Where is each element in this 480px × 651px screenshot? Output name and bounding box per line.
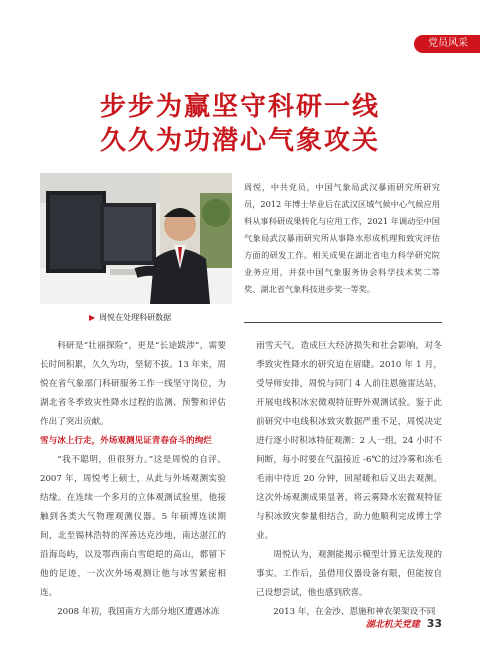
section-tag: 党员风采 bbox=[414, 35, 480, 53]
paragraph: 周悦认为，观测能揭示模型计算无法发现的事实。工作后，虽借用仪器设备有限，但能按自己设想尝试，他也感到欣喜。 bbox=[256, 550, 442, 598]
magazine-brand: 湖北机关党建 bbox=[365, 620, 420, 630]
author-intro: 周悦，中共党员，中国气象局武汉暴雨研究所研究员，2012 年博士毕业后在武汉区域气候中心气候应用科从事科研成果转化与应用工作，2021 年调动至中国气象局武汉暴雨研究所从事降水形成机理和致灾评估方面的研发工作。相关成果在湖北省电力科学研究院业务应用，并获中国气象服务协会科学技术奖二等奖、湖北省气象科技进步奖一等奖。 bbox=[244, 182, 440, 294]
body-column-left bbox=[40, 337, 226, 622]
paragraph: 2013 年，在金沙、恩施和神农架架设不同 bbox=[273, 607, 436, 617]
article-title-line1: 步步为赢坚守科研一线 bbox=[99, 92, 380, 122]
page-footer bbox=[366, 617, 442, 630]
triangle-marker-icon: ▶ bbox=[89, 313, 96, 322]
paragraph: 2008 年初，我国南方大部分地区遭遇冰冻 bbox=[57, 607, 220, 617]
section-subheading: 雪与冰上行走，外场观测见证青春奋斗的绚烂 bbox=[40, 436, 212, 446]
paragraph: “我不聪明，但很努力。”这是周悦的自评。2007 年，周悦考上硕士，从此与外场观测实验结缘。在连续一个多月的立体观测试验里，他接触到各类大气物理观测仪器。5 年硕博连读期间，北至锡林浩特的浑善达克沙地，南达湛江的沿海岛屿，以及鄂西南白雪皑皑的高山，都留下他的足迹，一次次外场观测让他与冰雪紧密相连。 bbox=[40, 455, 226, 598]
paragraph: 雨雪天气，造成巨大经济损失和社会影响，对冬季致灾性降水的研究迫在眉睫。2010 年 1 月，受导师安排，周悦与同门 4 人前往恩施雷达站，开展电线积冰宏微观特征野外观测试验。鉴于此前研究中电线积冰致灾数据严重不足，周悦决定进行逐小时积冰特征观测：2 人一组，24 小时不间断，每小时要在气温接近 -6℃的过冷雾和冻毛毛雨中待近 20 分钟，回屋暖和后又出去观测。这次外场观测成果显著，将云雾降水宏微观特征与积冰致灾参量相结合，助力他顺利完成博士学业。 bbox=[256, 341, 442, 541]
paragraph: 科研是“壮丽探险”，更是“长途跋涉”，需要长时间积累，久久为功，坚韧不拔。13 年来，周悦在省气象部门科研服务工作一线坚守岗位，为湖北省冬季致灾性降水过程的监测、预警和评估作出了突出贡献。 bbox=[40, 341, 226, 427]
page-number: 33 bbox=[426, 617, 442, 630]
intro-divider bbox=[244, 322, 442, 323]
photo-caption: ▶ 周悦在处理科研数据 bbox=[89, 313, 172, 322]
researcher-photo bbox=[40, 173, 232, 304]
body-column-right bbox=[256, 337, 442, 622]
article-title-line2: 久久为功潜心气象攻关 bbox=[99, 126, 380, 156]
